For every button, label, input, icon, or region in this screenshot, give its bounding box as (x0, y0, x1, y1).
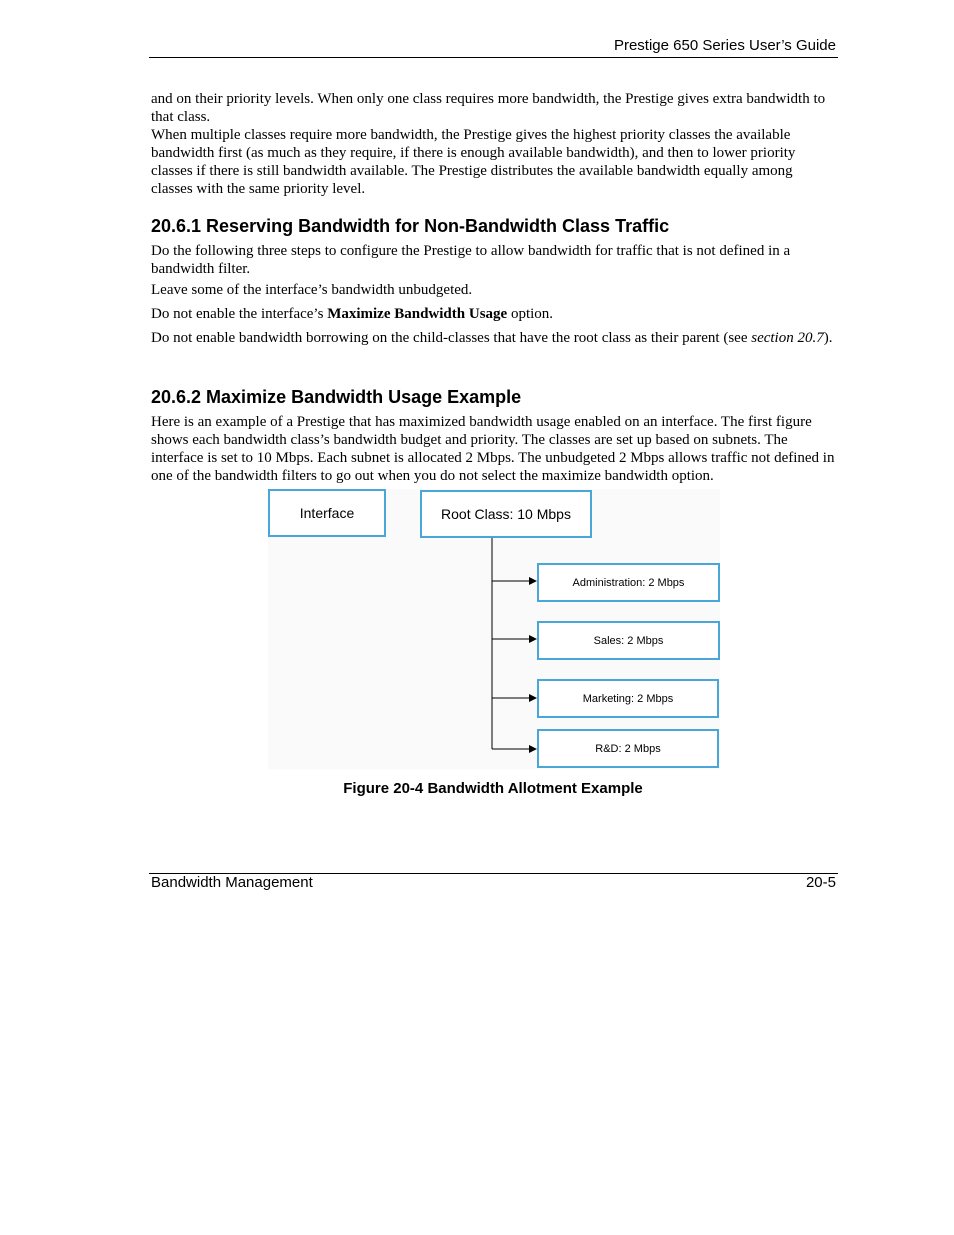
figure-bandwidth-allotment (268, 489, 720, 769)
header-rule (149, 57, 838, 58)
child-label-sales: Sales: 2 Mbps (593, 634, 664, 647)
child-class-sales (537, 621, 720, 660)
child-class-marketing (537, 679, 719, 718)
step-2-bold-term: Maximize Bandwidth Usage (327, 306, 508, 322)
interface-label: Interface (299, 505, 355, 521)
section2-paragraph: Here is an example of a Prestige that has maximized bandwidth usage enabled on an interface. The first figure shows each bandwidth class’s bandwidth budget and priority. The classes are set up based on subnets. The interface is set to 10 Mbps. Each subnet is allocated 2 Mbps. The unbudgeted 2 Mbps allows traffic not defined in one of the bandwidth filters to go out when you do not select the maximize bandwidth option. (151, 414, 835, 484)
section-reference: section 20.7 (751, 330, 824, 346)
child-label-administration: Administration: 2 Mbps (572, 576, 685, 589)
root-class-label: Root Class: 10 Mbps (441, 506, 571, 522)
figure-caption: Figure 20-4 Bandwidth Allotment Example (343, 780, 643, 797)
section1-intro: Do the following three steps to configure the Prestige to allow bandwidth for traffic that is not defined in a bandwidth filter. (151, 243, 791, 277)
running-header-title: Prestige 650 Series User’s Guide (613, 37, 836, 54)
child-class-administration (537, 563, 720, 602)
step-3-prefix: Do not enable bandwidth borrowing on the child-classes that have the root class as their parent (see (151, 330, 752, 346)
child-label-rnd: R&D: 2 Mbps (595, 742, 661, 755)
intro-paragraph-2: When multiple classes require more bandwidth, the Prestige gives the highest priority classes the available bandwidth first (as much as they require, if there is enough available bandwidth), and then to lower priority classes if there is still bandwidth available. The Prestige distributes the available bandwidth equally among classes with the same priority level. (151, 127, 796, 197)
child-label-marketing: Marketing: 2 Mbps (582, 692, 674, 705)
section-heading-20-6-1: 20.6.1 Reserving Bandwidth for Non-Bandwidth Class Traffic (151, 216, 670, 236)
step-2-text (151, 305, 837, 323)
footer-chapter-title: Bandwidth Management (151, 874, 313, 891)
section-heading-20-6-2: 20.6.2 Maximize Bandwidth Usage Example (151, 387, 522, 407)
step-3-text (151, 329, 837, 347)
step-3-suffix: ). (823, 330, 833, 346)
intro-paragraph-1: and on their priority levels. When only one class requires more bandwidth, the Prestige gives extra bandwidth to that class. (151, 91, 826, 125)
footer-page-number: 20-5 (805, 874, 836, 891)
step-2-prefix: Do not enable the interface’s (151, 306, 328, 322)
child-class-rnd (537, 729, 719, 768)
step-2-suffix: option. (507, 306, 554, 322)
step-1-text: Leave some of the interface’s bandwidth unbudgeted. (151, 282, 473, 298)
